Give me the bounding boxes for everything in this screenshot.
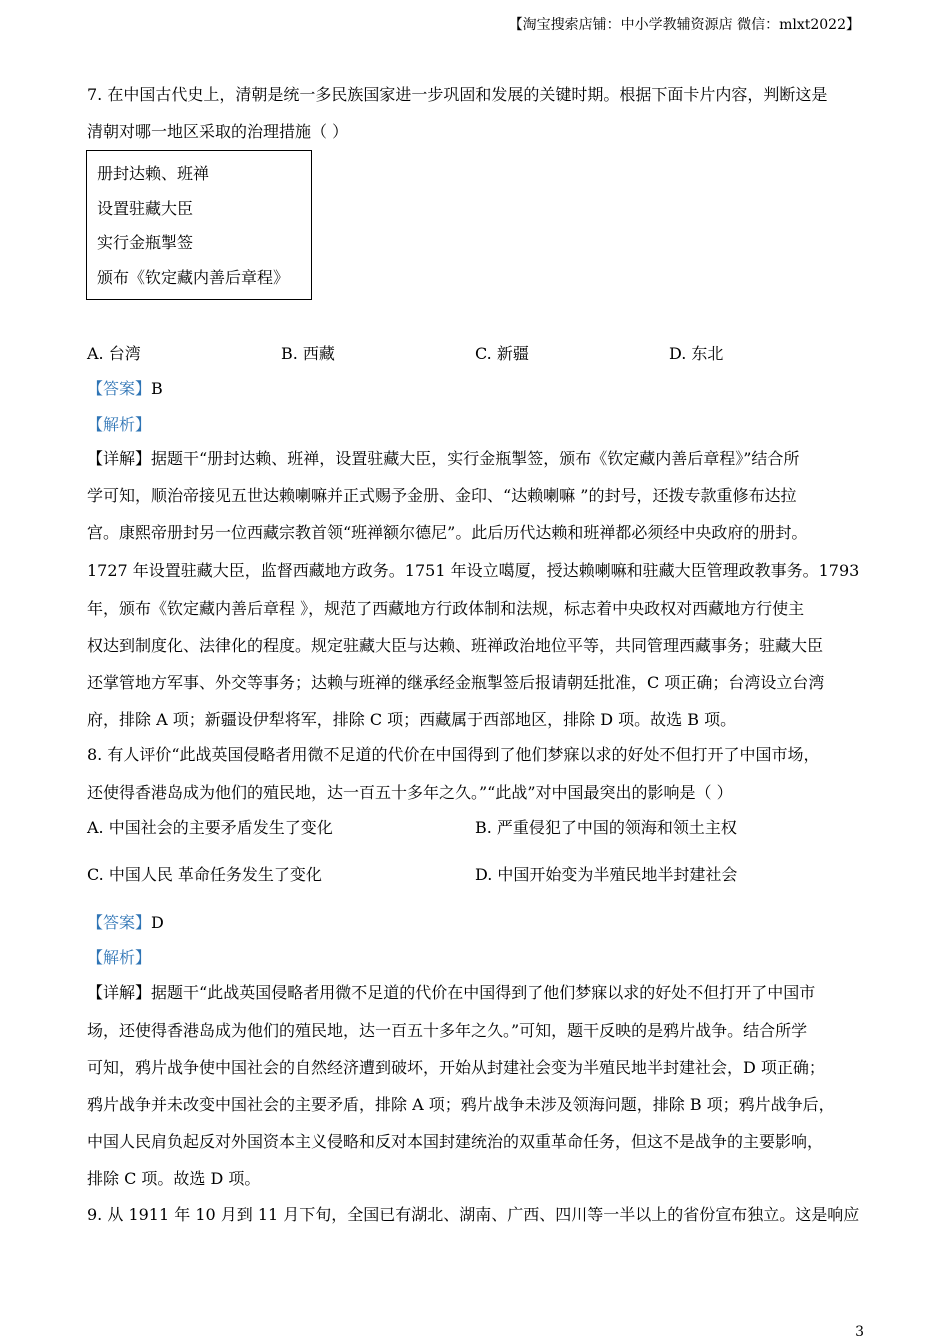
q8-option-d: D. 中国开始变为半殖民地半封建社会 [475, 865, 738, 884]
q8-detail-line-5: 中国人民肩负起反对外国资本主义侵略和反对本国封建统治的双重革命任务，但这不是战争的主要影响， [87, 1132, 824, 1151]
q7-option-b: B. 西藏 [281, 344, 335, 363]
q8-stem-line-2: 还使得香港岛成为他们的殖民地，达一百五十多年之久。”“此战”对中国最突出的影响是（ ） [87, 783, 733, 802]
q8-detail-label: 【详解】 [87, 983, 152, 1002]
q8-detail-line-2: 场，还使得香港岛成为他们的殖民地，达一百五十多年之久。”可知，题干反映的是鸦片战争。结合所学 [87, 1021, 808, 1040]
q7-option-d: D. 东北 [669, 344, 724, 363]
page-header: 【淘宝搜索店铺：中小学教辅资源店 微信：mlxt2022】 [508, 17, 860, 33]
q7-card-item-2: 设置驻藏大臣 [97, 199, 194, 218]
q7-answer-label: 【答案】 [87, 379, 152, 398]
q8-detail-line-3: 可知，鸦片战争使中国社会的自然经济遭到破坏，开始从封建社会变为半殖民地半封建社会，D 项正确； [87, 1058, 825, 1077]
q8-stem-line-1: 8. 有人评价“此战英国侵略者用微不足道的代价在中国得到了他们梦寐以求的好处不但打开了中国市场， [87, 745, 820, 764]
q7-detail-line-3: 宫。康熙帝册封另一位西藏宗教首领“班禅额尔德尼”。此后历代达赖和班禅都必须经中央政府的册封。 [87, 523, 808, 542]
q7-analysis-label: 【解析】 [87, 415, 152, 434]
q7-option-c: C. 新疆 [475, 344, 529, 363]
q8-detail-line-4: 鸦片战争并未改变中国社会的主要矛盾，排除 A 项；鸦片战争未涉及领海问题，排除 B 项；鸦片战争后， [87, 1095, 835, 1114]
q7-info-card [86, 150, 312, 300]
q8-analysis-label: 【解析】 [87, 948, 152, 967]
q7-card-item-3: 实行金瓶掣签 [97, 233, 194, 252]
q8-detail-line-6: 排除 C 项。故选 D 项。 [87, 1169, 261, 1188]
q7-stem-line-2: 清朝对哪一地区采取的治理措施（ ） [87, 122, 349, 141]
q7-stem-line-1: 7. 在中国古代史上，清朝是统一多民族国家进一步巩固和发展的关键时期。根据下面卡片内容，判断这是 [87, 85, 828, 104]
q7-detail-text-1: 据题干“册封达赖、班禅，设置驻藏大臣，实行金瓶掣签，颁布《钦定藏内善后章程》”结合所 [151, 449, 800, 468]
q7-answer-value: B [151, 379, 163, 398]
q7-detail-line-8: 府，排除 A 项；新疆设伊犁将军，排除 C 项；西藏属于西部地区，排除 D 项。故选 B 项。 [87, 710, 737, 729]
q7-detail-line-4: 1727 年设置驻藏大臣，监督西藏地方政务。1751 年设立噶厦，授达赖喇嘛和驻藏大臣管理政教事务。1793 [87, 561, 860, 580]
q7-detail-line-1 [87, 446, 799, 469]
page-number: 3 [855, 1324, 864, 1340]
q8-option-c: C. 中国人民 革命任务发生了变化 [87, 865, 322, 884]
q7-detail-line-6: 权达到制度化、法律化的程度。规定驻藏大臣与达赖、班禅政治地位平等，共同管理西藏事务；驻藏大臣 [87, 636, 824, 655]
q7-detail-line-7: 还掌管地方军事、外交等事务；达赖与班禅的继承经金瓶掣签后报请朝廷批准，C 项正确；台湾设立台湾 [87, 673, 825, 692]
q8-option-b: B. 严重侵犯了中国的领海和领土主权 [475, 818, 737, 837]
q8-detail-line-1 [87, 980, 815, 1003]
q9-stem-line-1: 9. 从 1911 年 10 月到 11 月下旬，全国已有湖北、湖南、广西、四川等一半以上的省份宣布独立。这是响应 [87, 1205, 860, 1224]
q8-answer-value: D [151, 913, 164, 932]
q7-card-item-4: 颁布《钦定藏内善后章程》 [97, 268, 290, 287]
q7-detail-line-2: 学可知，顺治帝接见五世达赖喇嘛并正式赐予金册、金印、“达赖喇嘛 ”的封号，还拨专款重修布达拉 [87, 486, 797, 505]
q7-detail-line-5: 年，颁布《钦定藏内善后章程 》，规范了西藏地方行政体制和法规，标志着中央政权对西藏地方行使主 [87, 599, 805, 618]
q8-answer [87, 910, 164, 933]
q8-answer-label: 【答案】 [87, 913, 152, 932]
q7-answer [87, 376, 163, 399]
q8-detail-text-1: 据题干“此战英国侵略者用微不足道的代价在中国得到了他们梦寐以求的好处不但打开了中国市 [151, 983, 816, 1002]
q7-card-item-1: 册封达赖、班禅 [97, 164, 210, 183]
q8-option-a: A. 中国社会的主要矛盾发生了变化 [87, 818, 333, 837]
q7-detail-label: 【详解】 [87, 449, 152, 468]
q7-option-a: A. 台湾 [87, 344, 141, 363]
